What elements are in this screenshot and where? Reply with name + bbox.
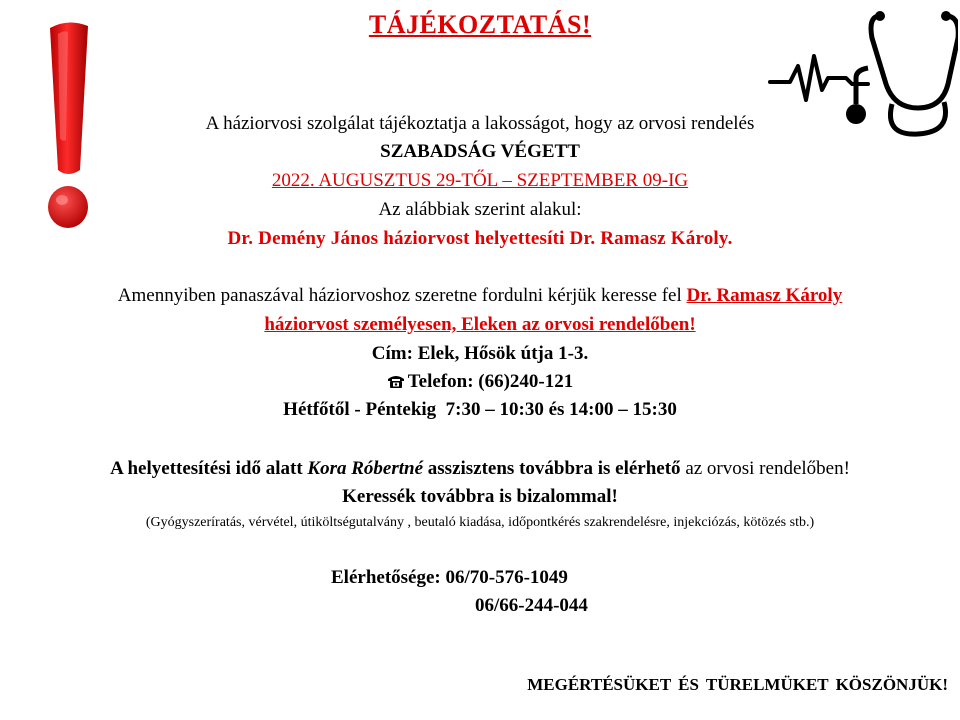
hours-text: Hétfőtől - Péntekig 7:30 – 10:30 és 14:00 – 15:30	[283, 399, 677, 420]
contact-line-2: háziorvost személyesen, Eleken az orvosi rendelőben!	[264, 314, 696, 335]
doctor-name-link: Dr. Ramasz Károly	[686, 285, 843, 306]
assistant-middle: asszisztens továbbra is elérhető	[427, 458, 681, 479]
contact-line-1	[0, 284, 960, 308]
holiday-end-text: SZABADSÁG VÉGETT	[380, 141, 580, 162]
assistant-line	[0, 457, 960, 481]
as-follows-text: Az alábbiak szerint alakul:	[378, 199, 582, 220]
assistant-suffix: az orvosi rendelőben!	[685, 458, 850, 479]
address-text: Cím: Elek, Hősök útja 1-3.	[371, 343, 589, 364]
assistant-prefix: A helyettesítési idő alatt	[110, 458, 303, 479]
date-range-text: 2022. AUGUSZTUS 29-TŐL – SZEPTEMBER 09-IG	[271, 170, 689, 191]
phone-line	[0, 370, 960, 394]
contact-prefix-text: Amennyiben panaszával háziorvoshoz szeretne fordulni kérjük keresse fel	[117, 285, 682, 306]
reach-line-1	[331, 566, 568, 590]
intro-text: A háziorvosi szolgálat tájékoztatja a lakosságot, hogy az orvosi rendelés	[205, 113, 755, 134]
reach-label: Elérhetősége:	[331, 567, 441, 588]
phone-text: Telefon: (66)240-121	[407, 371, 574, 392]
assistant-name: Kora Róbertné	[307, 458, 424, 479]
services-text: (Gyógyszeríratás, vérvétel, útiköltségutalvány , beutaló kiadása, időpontkérés szakrendelésre, injekciózás, kötözés stb.)	[145, 515, 815, 530]
substitute-text: Dr. Demény János háziorvost helyettesíti Dr. Ramasz Károly.	[227, 228, 733, 249]
telephone-icon	[387, 374, 405, 389]
reach-number-1: 06/70-576-1049	[445, 567, 568, 588]
page-title: TÁJÉKOZTATÁS!	[368, 10, 592, 39]
reach-number-2: 06/66-244-044	[475, 595, 588, 616]
trust-text: Keressék továbbra is bizalommal!	[342, 486, 618, 507]
closing-text: MEGÉRTÉSÜKET ÉS TÜRELMÜKET KÖSZÖNJÜK!	[527, 675, 948, 694]
